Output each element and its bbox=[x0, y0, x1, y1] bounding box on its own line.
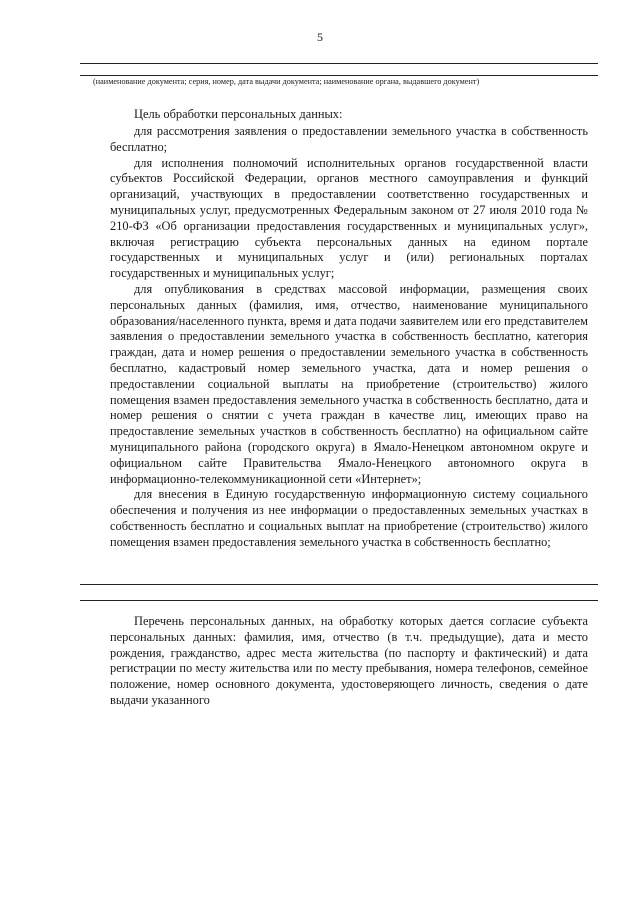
blank-line-document-top bbox=[80, 63, 598, 64]
purpose-list bbox=[110, 124, 588, 551]
purpose-heading: Цель обработки персональных данных: bbox=[134, 107, 343, 121]
personal-data-paragraph: Перечень персональных данных, на обработку которых дается согласие субъекта персональных данных: фамилия, имя, отчество (в т.ч. предыдущие), дата и место рождения, гражданство, адрес места жительства (по паспорту и фактический) и дата регистрации по месту жительства или по месту пребывания, номера телефонов, семейное положение, номер основного документа, удостоверяющего личность, сведения о дате выдачи указанного bbox=[110, 614, 588, 707]
purpose-item: для исполнения полномочий исполнительных органов государственной власти субъектов Российской Федерации, органов местного самоуправления и функций организаций, участвующих в предоставлении соответственно государственных и муниципальных услуг, предусмотренных Федеральным законом от 27 июля 2010 года № 210-ФЗ «Об организации предоставления государственных и муниципальных услуг», включая регистрацию субъекта персональных данных на едином портале государственных и муниципальных услуг и (или) региональных порталах государственных и муниципальных услуг; bbox=[110, 155, 588, 281]
purpose-item: для рассмотрения заявления о предоставлении земельного участка в собственность бесплатно; bbox=[110, 124, 588, 154]
purpose-item: для внесения в Единую государственную информационную систему социального обеспечения и получения из нее информации о предоставленных земельных участках в собственность бесплатно и социальных выплат на приобретение (строительство) жилого помещения взамен предоставления земельного участка в собственность бесплатно; bbox=[110, 487, 588, 549]
personal-data-list bbox=[110, 614, 588, 709]
page-number: 5 bbox=[317, 30, 323, 44]
blank-line-purpose-1 bbox=[80, 584, 598, 585]
purpose-item: для опубликования в средствах массовой информации, размещения своих персональных данных (фамилия, имя, отчество, наименование муниципального образования/населенного пункта, время и дата подачи заявителем или его представителем заявления о предоставлении земельного участка в собственность бесплатно, категория граждан, дата и номер решения о предоставлении земельного участка в собственность бесплатно, кадастровый номер земельного участка, дата и номер решения о предоставлении социальной выплаты на приобретение (строительство) жилого помещения взамен предоставления земельного участка в собственность бесплатно, дата и номер решения о снятии с учета граждан в качестве лиц, имеющих право на предоставление земельных участков в собственность бесплатно) на официальном сайте муниципального района (городского округа) в Ямало-Ненецком автономном округе и официальном сайте Правительства Ямало-Ненецкого автономного округа в информационно-телекоммуникационной сети «Интернет»; bbox=[110, 281, 588, 486]
blank-line-purpose-2 bbox=[80, 600, 598, 601]
blank-line-document-bottom bbox=[80, 75, 598, 76]
document-caption: (наименование документа; серия, номер, дата выдачи документа; наименование органа, выдавшего документ) bbox=[93, 77, 480, 86]
